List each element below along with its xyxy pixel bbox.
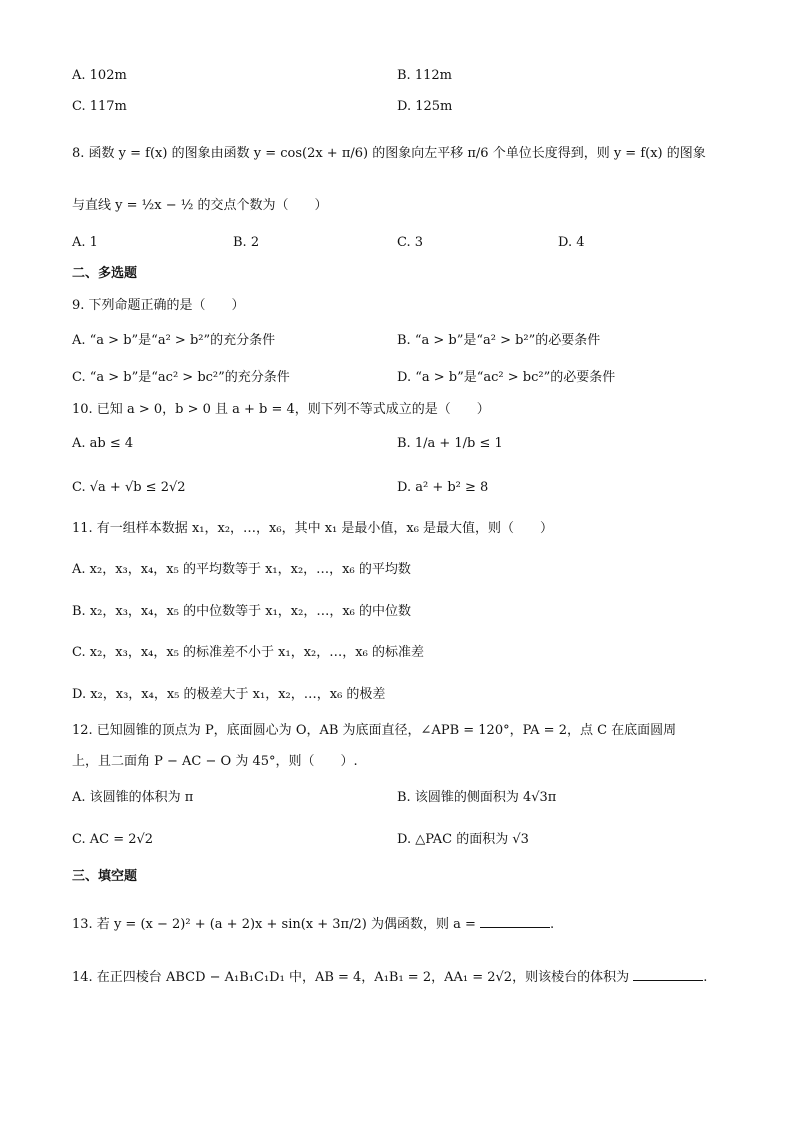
q10-option-c: C. √a + √b ≤ 2√2 bbox=[72, 480, 186, 495]
q10-option-a: A. ab ≤ 4 bbox=[72, 436, 134, 451]
q11-stem: 11. 有一组样本数据 x₁，x₂，…，x₆，其中 x₁ 是最小值，x₆ 是最大值，则（ ） bbox=[72, 521, 554, 536]
section-heading-multiple-choice: 二、多选题 bbox=[72, 266, 138, 281]
q13-stem: 13. 若 y = (x − 2)² + (a + 2)x + sin(x + 3π/2) 为偶函数，则 a = bbox=[72, 917, 476, 932]
q9-option-d: D. “a > b”是“ac² > bc²”的必要条件 bbox=[397, 370, 616, 385]
q12-stem-line2: 上，且二面角 P − AC − O 为 45°，则（ ）. bbox=[72, 754, 358, 769]
q14-period: . bbox=[703, 970, 708, 985]
q11-option-d: D. x₂，x₃，x₄，x₅ 的极差大于 x₁，x₂，…，x₆ 的极差 bbox=[72, 687, 386, 702]
q7-option-b: B. 112m bbox=[397, 68, 452, 83]
q11-option-b: B. x₂，x₃，x₄，x₅ 的中位数等于 x₁，x₂，…，x₆ 的中位数 bbox=[72, 604, 412, 619]
q8-option-d: D. 4 bbox=[558, 235, 585, 250]
q12-option-c: C. AC = 2√2 bbox=[72, 832, 154, 847]
q9-option-c: C. “a > b”是“ac² > bc²”的充分条件 bbox=[72, 370, 290, 385]
q7-option-a: A. 102m bbox=[72, 68, 127, 83]
q14-stem: 14. 在正四棱台 ABCD − A₁B₁C₁D₁ 中，AB = 4，A₁B₁ = 2，AA₁ = 2√2，则该棱台的体积为 bbox=[72, 970, 630, 985]
q9-option-b: B. “a > b”是“a² > b²”的必要条件 bbox=[397, 333, 601, 348]
q11-option-a: A. x₂，x₃，x₄，x₅ 的平均数等于 x₁，x₂，…，x₆ 的平均数 bbox=[72, 562, 411, 577]
q10-option-d: D. a² + b² ≥ 8 bbox=[397, 480, 489, 495]
q14-line bbox=[72, 966, 707, 988]
q13-period: . bbox=[550, 917, 555, 932]
q13-line bbox=[72, 913, 554, 935]
q12-option-a: A. 该圆锥的体积为 π bbox=[72, 790, 194, 805]
section-heading-fill-in: 三、填空题 bbox=[72, 869, 138, 884]
q7-option-d: D. 125m bbox=[397, 99, 453, 114]
q8-stem-line2: 与直线 y = ½x − ½ 的交点个数为（ ） bbox=[72, 198, 328, 213]
q14-answer-blank bbox=[633, 966, 703, 981]
q8-option-b: B. 2 bbox=[233, 235, 260, 250]
q8-stem-line1: 8. 函数 y = f(x) 的图象由函数 y = cos(2x + π/6) 的图象向左平移 π/6 个单位长度得到，则 y = f(x) 的图象 bbox=[72, 146, 706, 161]
q13-answer-blank bbox=[480, 913, 550, 928]
q12-option-d: D. △PAC 的面积为 √3 bbox=[397, 832, 529, 847]
q9-stem: 9. 下列命题正确的是（ ） bbox=[72, 298, 245, 313]
q8-option-c: C. 3 bbox=[397, 235, 424, 250]
q11-option-c: C. x₂，x₃，x₄，x₅ 的标准差不小于 x₁，x₂，…，x₆ 的标准差 bbox=[72, 645, 424, 660]
q8-option-a: A. 1 bbox=[72, 235, 98, 250]
q9-option-a: A. “a > b”是“a² > b²”的充分条件 bbox=[72, 333, 276, 348]
q12-option-b: B. 该圆锥的侧面积为 4√3π bbox=[397, 790, 557, 805]
q10-stem: 10. 已知 a > 0，b > 0 且 a + b = 4，则下列不等式成立的是（ ） bbox=[72, 402, 490, 417]
q10-option-b: B. 1/a + 1/b ≤ 1 bbox=[397, 436, 503, 451]
q7-option-c: C. 117m bbox=[72, 99, 127, 114]
q12-stem-line1: 12. 已知圆锥的顶点为 P，底面圆心为 O，AB 为底面直径，∠APB = 120°，PA = 2，点 C 在底面圆周 bbox=[72, 723, 677, 738]
